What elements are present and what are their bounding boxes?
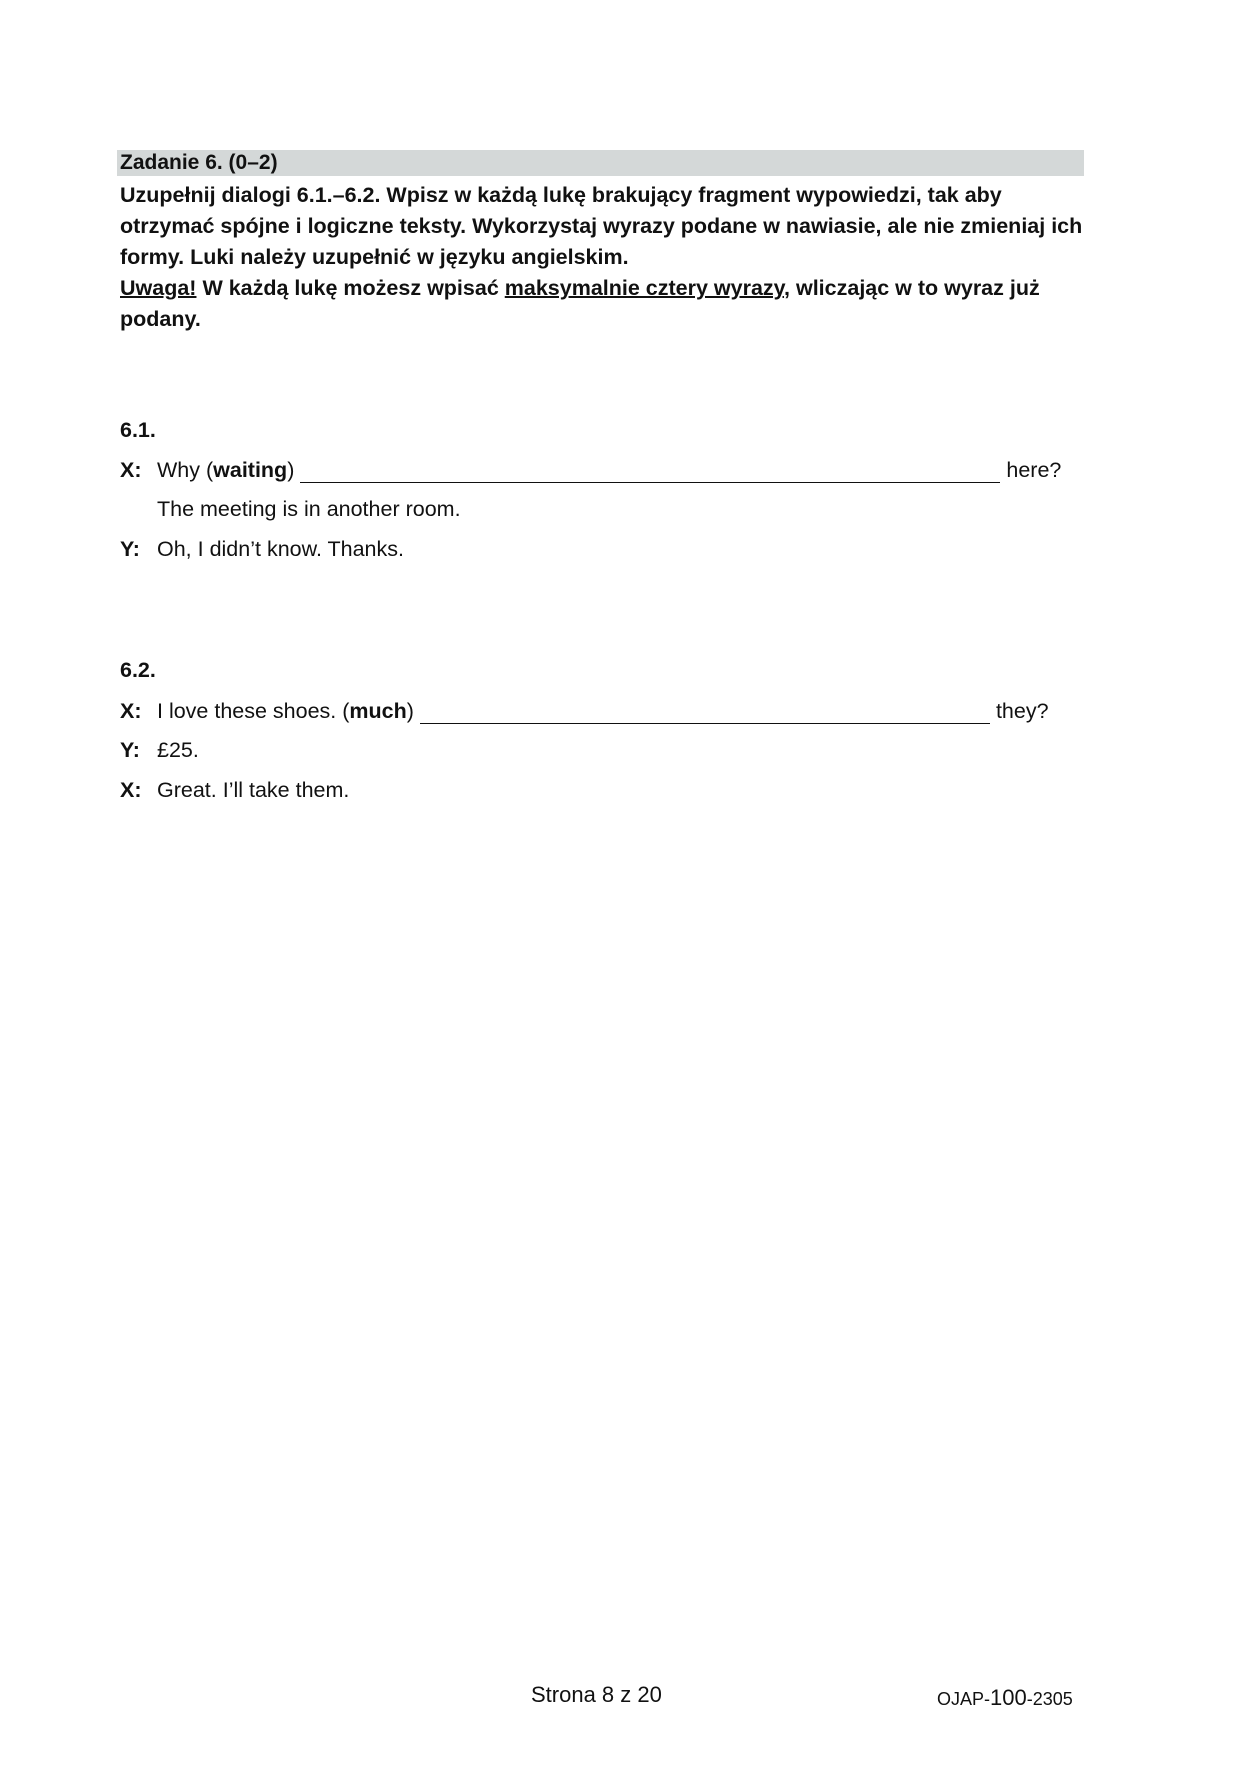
speaker: Y: (120, 537, 140, 561)
speaker: Y: (120, 738, 140, 762)
keyword: waiting (213, 458, 288, 482)
line-text: Great. I’ll take them. (157, 778, 350, 802)
line-text: The meeting is in another room. (157, 497, 461, 521)
line-text: I love these shoes. ( (157, 699, 350, 723)
item-number-6-2: 6.2. (120, 658, 156, 682)
answer-gap-6-1[interactable] (300, 460, 1000, 483)
item-number-6-1: 6.1. (120, 418, 156, 442)
code-suffix: -2305 (1026, 1689, 1073, 1709)
code-prefix: OJAP- (937, 1689, 991, 1709)
line-text: Oh, I didn’t know. Thanks. (157, 537, 404, 561)
task-instructions (120, 180, 1090, 335)
dialogue-line (120, 458, 1090, 488)
dialogue-line (120, 778, 1090, 808)
line-text: Why ( (157, 458, 214, 482)
note-text-1: W każdą lukę możesz wpisać (196, 276, 505, 300)
note-emphasis: maksymalnie cztery wyrazy (504, 276, 785, 300)
speaker: X: (120, 458, 142, 482)
keyword: much (349, 699, 407, 723)
note-text-2: , wliczając w to wyraz już podany. (120, 276, 1040, 331)
line-text: ) (287, 458, 295, 482)
dialogue-line (120, 537, 1090, 567)
task-header (117, 150, 1084, 176)
line-text: £25. (157, 738, 199, 762)
task-title: Zadanie 6. (0–2) (120, 151, 278, 174)
line-text-end: here? (1006, 458, 1062, 482)
note-label: Uwaga! (120, 276, 197, 300)
dialogue-line (120, 738, 1090, 768)
instruction-text: Uzupełnij dialogi 6.1.–6.2. Wpisz w każdą lukę brakujący fragment wypowiedzi, tak aby otrzymać spójne i logiczne teksty. Wykorzystaj wyrazy podane w nawiasie, ale nie zmieniaj ich formy. Luki należy uzupełnić w języku angielskim. (120, 183, 1083, 269)
speaker: X: (120, 778, 142, 802)
code-mid: 100 (990, 1685, 1027, 1710)
dialogue-line (120, 497, 1090, 527)
exam-code (937, 1685, 1073, 1711)
line-text-end: they? (995, 699, 1049, 723)
answer-gap-6-2[interactable] (420, 701, 990, 724)
line-text: ) (406, 699, 414, 723)
dialogue-line (120, 699, 1090, 729)
speaker: X: (120, 699, 142, 723)
page-number: Strona 8 z 20 (531, 1682, 662, 1707)
